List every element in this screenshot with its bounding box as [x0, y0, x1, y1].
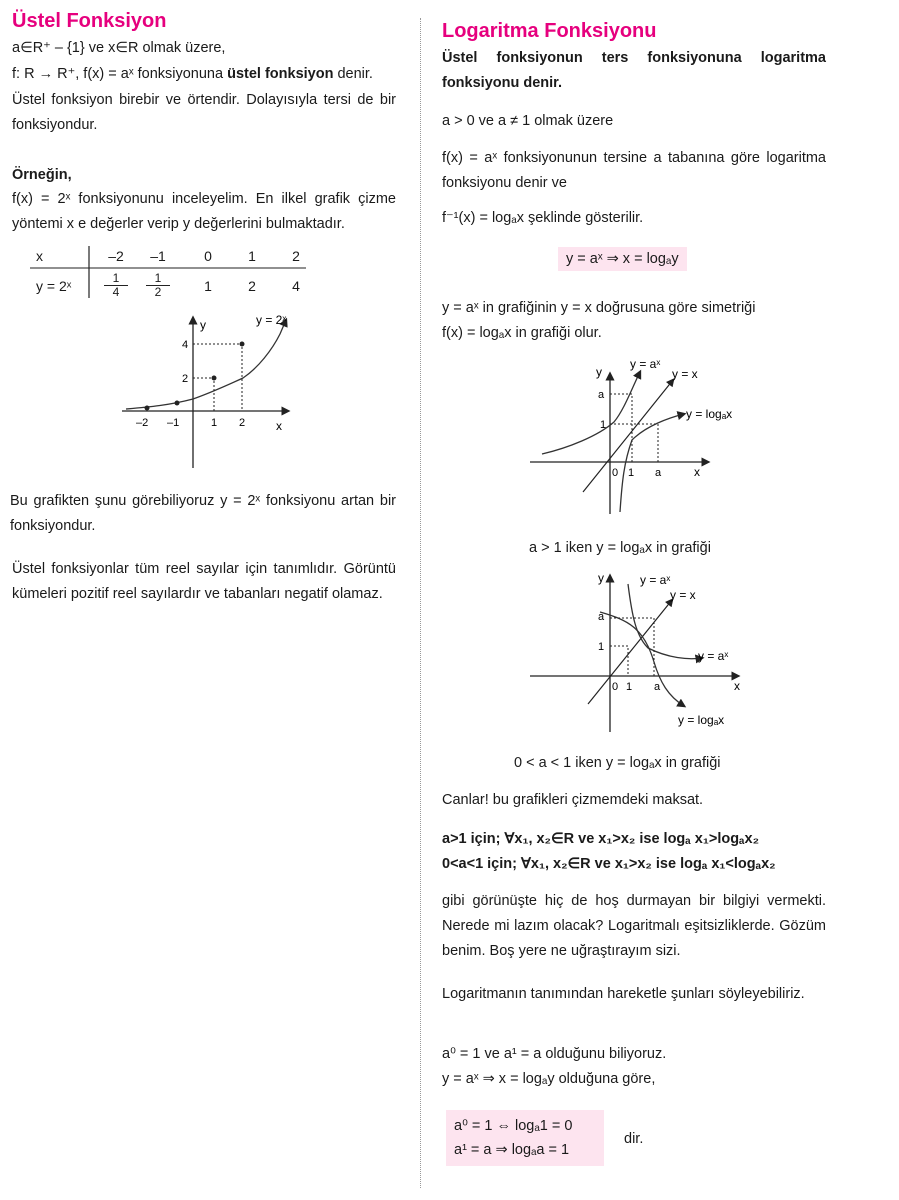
- y-tick-1: 1: [600, 419, 607, 431]
- exp-top-label: y = aˣ: [640, 573, 671, 587]
- graph3-caption: 0 < a < 1 iken y = logₐx in grafiği: [514, 755, 721, 771]
- table-x-cell: –1: [150, 248, 166, 264]
- table-x-cell: 2: [292, 248, 300, 264]
- table-y-label: y = 2ˣ: [36, 278, 72, 294]
- graph-log-a-lt-1: [528, 566, 768, 736]
- x-tick-a: a: [655, 467, 662, 479]
- log-label: y = logₐx: [678, 713, 725, 727]
- intro-line2: f: R → R⁺, f(x) = aˣ fonksiyonuna üstel fonksiyon denir.: [12, 66, 373, 82]
- exp-right-label: y = aˣ: [698, 649, 729, 663]
- graph2-caption: a > 1 iken y = logₐx in grafiği: [529, 540, 711, 556]
- symmetry-line1: y = aˣ in grafiğinin y = x doğrusuna göre simetriği: [442, 300, 756, 316]
- left-title: Üstel Fonksiyon: [12, 10, 167, 32]
- table-y-cell: 2: [248, 278, 256, 294]
- dir-text: dir.: [624, 1131, 644, 1147]
- column-divider: [420, 18, 421, 1188]
- table-y-cell: 4: [292, 278, 300, 294]
- example-heading: Örneğin,: [12, 167, 72, 183]
- graph-log-a-gt-1: [528, 352, 768, 520]
- y-axis-label: y: [596, 365, 602, 379]
- y-axis-label: y: [200, 318, 206, 332]
- condition-text: a > 0 ve a ≠ 1 olmak üzere: [442, 113, 614, 129]
- x-tick: –1: [167, 417, 180, 429]
- definition-text: Üstel fonksiyonun ters fonksiyonuna logaritma fonksiyonu denir.: [442, 50, 826, 91]
- log-label: y = logₐx: [686, 407, 733, 421]
- conclusion-text: Bu grafikten şunu görebiliyoruz y = 2ˣ fonksiyonu artan bir fonksiyondur.: [10, 493, 396, 534]
- x-axis-label: x: [276, 419, 282, 433]
- y-tick-1: 1: [598, 641, 605, 653]
- table-y-cell-frac: $\frac{1}{4}$: [104, 272, 128, 299]
- x-tick: –2: [136, 417, 149, 429]
- gibi-text: gibi görünüşte hiç de hoş durmayan bir bilgiyi vermekti. Nerede mi lazım olacak? Logaritmalı eşitsizliklerde. Gözüm benim. Boş yere ne uğraştırayım sizi.: [442, 893, 826, 959]
- graph-exp2: [110, 308, 310, 473]
- table-y-cell-frac: $\frac{1}{2}$: [146, 272, 170, 299]
- table-x-cell: 1: [248, 248, 256, 264]
- formula-box: y = aˣ ⇒ x = logₐy: [558, 247, 687, 271]
- definition-consequence: Logaritmanın tanımından hareketle şunları söyleyebiliriz.: [442, 986, 805, 1002]
- x-tick: 1: [211, 417, 218, 429]
- identity-label: y = x: [672, 367, 698, 381]
- point: [145, 406, 150, 411]
- exp-label: y = aˣ: [630, 357, 661, 371]
- point: [240, 342, 245, 347]
- x-axis-label: x: [694, 465, 700, 479]
- table-y-cell: 1: [204, 278, 212, 294]
- origin-label: 0: [612, 681, 619, 693]
- x-tick-a: a: [654, 681, 661, 693]
- curve-label: y = 2ˣ: [256, 313, 287, 327]
- known-text: a⁰ = 1 ve a¹ = a olduğunu biliyoruz.: [442, 1046, 667, 1062]
- origin-label: 0: [612, 467, 619, 479]
- exp-curve: [542, 372, 640, 454]
- right-title: Logaritma Fonksiyonu: [442, 20, 657, 42]
- inverse-text: f(x) = aˣ fonksiyonunun tersine a tabanına göre logaritma fonksiyonu denir ve: [442, 150, 826, 191]
- point: [175, 401, 180, 406]
- result-box: [446, 1110, 604, 1166]
- y-axis-label: y: [598, 571, 604, 585]
- x-axis-label: x: [734, 679, 740, 693]
- guide-dash: [610, 424, 658, 462]
- table-x-cell: –2: [108, 248, 124, 264]
- symmetry-line2: f(x) = logₐx in grafiği olur.: [442, 325, 602, 341]
- result-line1: a⁰ = 1 ⇔ logₐ1 = 0: [454, 1118, 573, 1134]
- canlar-text: Canlar! bu grafikleri çizmemdeki maksat.: [442, 792, 704, 808]
- rule-a-lt-1: 0<a<1 için; ∀x₁, x₂∈R ve x₁>x₂ ise logₐ x₁<logₐx₂: [442, 856, 776, 872]
- table-x-cell: 0: [204, 248, 212, 264]
- point: [212, 376, 217, 381]
- intro-line1: a∈R⁺ – {1} ve x∈R olmak üzere,: [12, 40, 226, 56]
- y-tick-a: a: [598, 611, 605, 623]
- exp-curve: [126, 320, 286, 409]
- y-tick: 4: [182, 339, 189, 351]
- final-text: Üstel fonksiyonlar tüm reel sayılar için tanımlıdır. Görüntü kümeleri pozitif reel sayılardır ve tabanları negatif olamaz.: [12, 561, 396, 602]
- x-tick-1: 1: [628, 467, 635, 479]
- since-text: y = aˣ ⇒ x = logₐy olduğuna göre,: [442, 1071, 656, 1087]
- x-tick: 2: [239, 417, 246, 429]
- log-curve: [620, 414, 684, 512]
- y-tick-a: a: [598, 389, 605, 401]
- guide-dash: [610, 646, 628, 676]
- x-tick-1: 1: [626, 681, 633, 693]
- table-x-label: x: [36, 248, 43, 264]
- guide-dash: [193, 344, 242, 411]
- example-text: f(x) = 2ˣ fonksiyonunu inceleyelim. En ilkel grafik çizme yöntemi x e değerler verip y değerlerini bulmaktadır.: [12, 191, 396, 232]
- result-line2: a¹ = a ⇒ logₐa = 1: [454, 1142, 570, 1158]
- y-tick: 2: [182, 373, 189, 385]
- notation-text: f⁻¹(x) = logₐx şeklinde gösterilir.: [442, 210, 644, 226]
- rule-a-gt-1: a>1 için; ∀x₁, x₂∈R ve x₁>x₂ ise logₐ x₁>logₐx₂: [442, 831, 760, 847]
- identity-label: y = x: [670, 588, 696, 602]
- intro-line3: Üstel fonksiyon birebir ve örtendir. Dolayısıyla tersi de bir fonksiyondur.: [12, 92, 396, 133]
